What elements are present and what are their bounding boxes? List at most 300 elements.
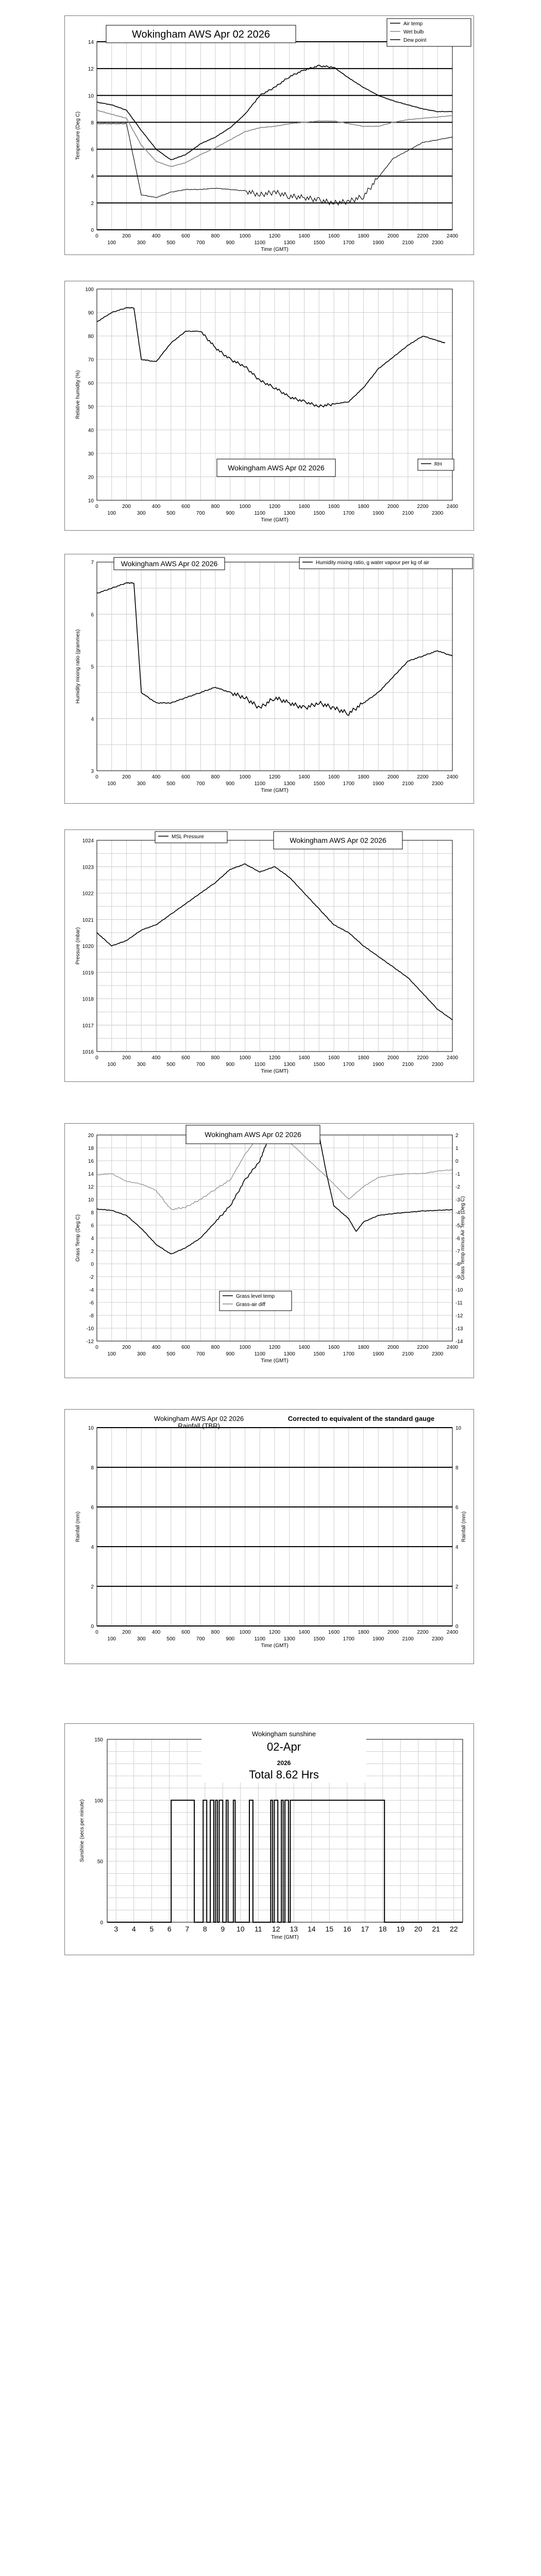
y-right-tick-label: -10 [455, 1287, 463, 1293]
x-tick-label: 1600 [328, 1055, 340, 1061]
x-tick-label: 300 [137, 1351, 146, 1357]
x-tick-label: 1000 [239, 1630, 251, 1635]
x-tick-label: 15 [325, 1925, 334, 1933]
x-tick-label: 2300 [432, 511, 444, 516]
x-tick-label: 1200 [268, 774, 281, 780]
x-tick-label: 2200 [417, 504, 429, 510]
chart-subtitle: Rainfall (TBR) [178, 1422, 220, 1430]
y-tick-label: 0 [100, 1920, 103, 1926]
y-axis-label: Temperature (Deg C) [75, 111, 81, 160]
x-tick-label: 100 [107, 1351, 116, 1357]
y-tick-label: 2 [91, 200, 94, 207]
y-right-tick-label: 4 [455, 1545, 459, 1550]
y-tick-label: 20 [88, 1133, 94, 1139]
y-tick-label: 6 [91, 1505, 94, 1511]
x-tick-label: 1100 [254, 781, 266, 787]
y-tick-label: 0 [91, 228, 94, 233]
y-tick-label: 4 [91, 1236, 94, 1242]
sunshine-chart-svg [65, 1724, 474, 1955]
x-tick-label: 0 [95, 1055, 98, 1061]
x-tick-label: 1000 [239, 504, 251, 510]
x-tick-label: 500 [166, 1351, 176, 1357]
y-tick-label: 16 [88, 1159, 94, 1164]
y-axis-label: Relative humidity (%) [75, 370, 81, 419]
x-tick-label: 17 [361, 1925, 369, 1933]
x-tick-label: 19 [396, 1925, 405, 1933]
x-tick-label: 1300 [283, 1636, 295, 1642]
x-axis-label: Time (GMT) [261, 247, 289, 252]
y-tick-label: 1019 [82, 970, 94, 976]
x-tick-label: 2000 [387, 233, 399, 239]
x-tick-label: 0 [95, 233, 98, 239]
grass-temp-chart [64, 1123, 474, 1378]
legend [387, 19, 471, 46]
y-tick-label: 8 [91, 1465, 94, 1471]
y-tick-label: 8 [91, 120, 94, 126]
y-tick-label: 90 [88, 310, 94, 316]
x-tick-label: 300 [137, 511, 146, 516]
x-tick-label: 800 [211, 1345, 220, 1350]
x-axis-label: Time (GMT) [261, 517, 289, 523]
x-tick-label: 1300 [283, 511, 295, 516]
x-tick-label: 2000 [387, 504, 399, 510]
x-tick-label: 2300 [432, 781, 444, 787]
y-right-tick-label: -14 [455, 1339, 463, 1345]
x-tick-label: 9 [221, 1925, 225, 1933]
y-tick-label: 12 [88, 66, 94, 73]
y-right-tick-label: -13 [455, 1326, 463, 1332]
y-tick-label: 1023 [82, 865, 94, 871]
x-tick-label: 1700 [343, 1351, 354, 1357]
y-tick-label: 1016 [82, 1049, 94, 1055]
x-tick-label: 1300 [283, 1062, 295, 1067]
x-tick-label: 1100 [254, 511, 266, 516]
x-tick-label: 1800 [358, 1055, 369, 1061]
x-tick-label: 1300 [283, 240, 295, 246]
y-tick-label: 100 [85, 287, 94, 293]
x-tick-label: 2400 [446, 233, 459, 239]
x-tick-label: 1400 [298, 1055, 310, 1061]
x-tick-label: 2300 [432, 1062, 444, 1067]
x-tick-label: 4 [131, 1925, 136, 1933]
y-tick-label: 150 [94, 1737, 103, 1743]
chart-subtitle: 02-Apr [266, 1740, 301, 1753]
x-axis-label: Time (GMT) [261, 1358, 289, 1364]
x-tick-label: 1800 [358, 774, 369, 780]
y-tick-label: 70 [88, 357, 94, 363]
x-tick-label: 2200 [417, 1055, 429, 1061]
y-right-axis-label: Grass Temp minus Air Temp (Deg C) [460, 1196, 466, 1280]
chart-title: Wokingham AWS Apr 02 2026 [132, 29, 270, 41]
y-right-tick-label: 0 [455, 1159, 459, 1164]
x-tick-label: 2000 [387, 774, 399, 780]
y-tick-label: 1018 [82, 996, 94, 1003]
x-tick-label: 1400 [298, 1345, 310, 1350]
x-tick-label: 1500 [313, 240, 325, 246]
x-tick-label: 600 [181, 1630, 190, 1635]
x-tick-label: 900 [226, 511, 235, 516]
legend-label: Wet bulb [403, 29, 424, 35]
y-tick-label: 12 [88, 1184, 94, 1190]
x-tick-label: 1200 [268, 504, 281, 510]
x-tick-label: 2100 [402, 240, 414, 246]
x-tick-label: 1800 [358, 1345, 369, 1350]
humidity-chart-svg [65, 281, 474, 530]
x-tick-label: 1600 [328, 1630, 340, 1635]
chart-annotation: Corrected to equivalent of the standard gauge [288, 1415, 435, 1422]
y-axis-label: Sunshine (secs per minute) [79, 1799, 85, 1862]
x-tick-label: 100 [107, 511, 116, 516]
chart-title: Wokingham AWS Apr 02 2026 [290, 836, 386, 845]
x-tick-label: 1300 [283, 781, 295, 787]
x-tick-label: 16 [343, 1925, 351, 1933]
y-right-tick-label: 2 [455, 1133, 459, 1139]
y-tick-label: 4 [91, 716, 94, 722]
y-tick-label: 6 [91, 1223, 94, 1229]
x-tick-label: 13 [290, 1925, 298, 1933]
y-right-axis-label: Rainfall (mm) [461, 1511, 467, 1543]
y-tick-label: 6 [91, 147, 94, 153]
y-tick-label: 50 [97, 1859, 103, 1865]
y-right-tick-label: 6 [455, 1505, 459, 1511]
y-tick-label: 1022 [82, 891, 94, 897]
y-tick-label: 18 [88, 1146, 94, 1151]
rainfall-chart [64, 1409, 474, 1664]
chart-title: Wokingham AWS Apr 02 2026 [121, 560, 218, 568]
y-right-tick-label: -6 [455, 1236, 460, 1242]
y-tick-label: 14 [88, 1172, 94, 1177]
y-tick-label: 30 [88, 451, 94, 457]
x-tick-label: 800 [211, 1055, 220, 1061]
x-tick-label: 600 [181, 233, 190, 239]
temperature-chart-svg [65, 16, 474, 255]
y-tick-label: 50 [88, 404, 94, 410]
x-tick-label: 500 [166, 1636, 176, 1642]
mixing-ratio-chart [64, 554, 474, 804]
x-tick-label: 200 [122, 1345, 131, 1350]
mixing-ratio-chart-svg [65, 554, 474, 803]
x-axis-label: Time (GMT) [261, 1643, 289, 1649]
y-tick-label: 3 [91, 769, 94, 774]
x-tick-label: 200 [122, 233, 131, 239]
x-tick-label: 22 [449, 1925, 458, 1933]
x-tick-label: 1500 [313, 1351, 325, 1357]
x-tick-label: 1200 [268, 1345, 281, 1350]
x-tick-label: 400 [151, 504, 161, 510]
x-tick-label: 1400 [298, 233, 310, 239]
x-axis-label: Time (GMT) [271, 1935, 299, 1940]
x-tick-label: 1100 [254, 240, 266, 246]
x-tick-label: 400 [151, 1630, 161, 1635]
x-tick-label: 600 [181, 1055, 190, 1061]
y-tick-label: 10 [88, 1426, 94, 1431]
y-tick-label: -4 [89, 1287, 94, 1293]
x-tick-label: 700 [196, 1351, 205, 1357]
x-tick-label: 1900 [373, 240, 384, 246]
x-tick-label: 400 [151, 1055, 161, 1061]
x-tick-label: 1600 [328, 504, 340, 510]
x-tick-label: 2000 [387, 1630, 399, 1635]
x-tick-label: 900 [226, 1062, 235, 1067]
y-right-tick-label: 8 [455, 1465, 459, 1471]
x-tick-label: 1900 [373, 511, 384, 516]
x-tick-label: 2200 [417, 1345, 429, 1350]
x-tick-label: 1400 [298, 774, 310, 780]
x-tick-label: 2200 [417, 1630, 429, 1635]
x-tick-label: 300 [137, 781, 146, 787]
legend-label: Humidity mixing ratio, g water vapour per kg of air [316, 560, 430, 566]
y-tick-label: 60 [88, 381, 94, 387]
y-tick-label: -12 [86, 1339, 94, 1345]
x-tick-label: 900 [226, 1636, 235, 1642]
x-tick-label: 2000 [387, 1345, 399, 1350]
y-tick-label: 5 [91, 664, 94, 670]
y-tick-label: 14 [88, 40, 94, 45]
x-tick-label: 2400 [446, 1345, 459, 1350]
chart-total: Total 8.62 Hrs [249, 1768, 319, 1781]
y-tick-label: 10 [88, 498, 94, 504]
x-tick-label: 2100 [402, 1636, 414, 1642]
chart-title: Wokingham AWS Apr 02 2026 [154, 1415, 244, 1422]
x-tick-label: 400 [151, 233, 161, 239]
x-tick-label: 700 [196, 511, 205, 516]
y-tick-label: 1020 [82, 944, 94, 950]
y-right-tick-label: -1 [455, 1172, 460, 1177]
y-tick-label: 4 [91, 174, 94, 180]
legend-label: RH [434, 462, 442, 467]
x-tick-label: 1200 [268, 1630, 281, 1635]
humidity-chart [64, 281, 474, 531]
x-tick-label: 1400 [298, 504, 310, 510]
y-axis-label: Grass Temp (Deg C) [75, 1214, 81, 1262]
legend-label: Air temp [403, 21, 423, 27]
x-tick-label: 900 [226, 240, 235, 246]
x-tick-label: 0 [95, 1630, 98, 1635]
y-tick-label: -6 [89, 1300, 94, 1306]
chart-title: Wokingham AWS Apr 02 2026 [228, 464, 325, 472]
x-tick-label: 700 [196, 1062, 205, 1067]
x-tick-label: 21 [432, 1925, 441, 1933]
y-right-tick-label: 10 [455, 1426, 462, 1431]
y-tick-label: 10 [88, 1197, 94, 1203]
y-tick-label: 8 [91, 1210, 94, 1216]
x-tick-label: 400 [151, 1345, 161, 1350]
grass-temp-chart-svg [65, 1124, 474, 1378]
x-tick-label: 2100 [402, 511, 414, 516]
x-tick-label: 900 [226, 1351, 235, 1357]
x-tick-label: 500 [166, 511, 176, 516]
y-tick-label: -8 [89, 1313, 94, 1319]
legend-label: MSL Pressure [172, 834, 204, 840]
x-tick-label: 100 [107, 1636, 116, 1642]
y-right-tick-label: -3 [455, 1197, 460, 1203]
y-right-tick-label: 0 [455, 1624, 459, 1630]
y-tick-label: 0 [91, 1624, 94, 1630]
x-tick-label: 1900 [373, 1636, 384, 1642]
y-right-tick-label: -11 [455, 1300, 463, 1306]
y-tick-label: -2 [89, 1275, 94, 1280]
y-tick-label: 100 [94, 1798, 103, 1804]
x-tick-label: 8 [202, 1925, 207, 1933]
x-tick-label: 2100 [402, 1351, 414, 1357]
y-right-tick-label: -5 [455, 1223, 460, 1229]
x-tick-label: 1800 [358, 504, 369, 510]
x-tick-label: 14 [307, 1925, 316, 1933]
x-axis-label: Time (GMT) [261, 1069, 289, 1074]
legend-label: Grass level temp [236, 1294, 275, 1299]
x-tick-label: 1900 [373, 1351, 384, 1357]
y-right-tick-label: -2 [455, 1184, 460, 1190]
x-tick-label: 3 [114, 1925, 119, 1933]
y-right-tick-label: -8 [455, 1262, 460, 1267]
x-tick-label: 0 [95, 1345, 98, 1350]
x-tick-label: 1700 [343, 511, 354, 516]
x-tick-label: 800 [211, 233, 220, 239]
x-tick-label: 1200 [268, 233, 281, 239]
x-tick-label: 1600 [328, 233, 340, 239]
legend-label: Dew point [403, 38, 427, 43]
x-tick-label: 2300 [432, 1636, 444, 1642]
y-tick-label: 40 [88, 428, 94, 434]
x-tick-label: 1000 [239, 1055, 251, 1061]
y-tick-label: -10 [86, 1326, 94, 1332]
x-tick-label: 2100 [402, 1062, 414, 1067]
x-tick-label: 800 [211, 504, 220, 510]
x-tick-label: 1100 [254, 1351, 266, 1357]
x-tick-label: 2400 [446, 774, 459, 780]
y-right-tick-label: -9 [455, 1275, 460, 1280]
x-tick-label: 500 [166, 1062, 176, 1067]
x-tick-label: 1900 [373, 781, 384, 787]
x-tick-label: 100 [107, 240, 116, 246]
x-tick-label: 1500 [313, 781, 325, 787]
x-tick-label: 1000 [239, 233, 251, 239]
x-tick-label: 1600 [328, 1345, 340, 1350]
x-tick-label: 400 [151, 774, 161, 780]
y-tick-label: 1017 [82, 1023, 94, 1029]
x-tick-label: 1700 [343, 1636, 354, 1642]
y-tick-label: 4 [91, 1545, 94, 1550]
x-tick-label: 200 [122, 774, 131, 780]
x-tick-label: 1100 [254, 1636, 266, 1642]
y-right-tick-label: -4 [455, 1210, 460, 1216]
rainfall-chart-svg [65, 1410, 474, 1664]
x-tick-label: 20 [414, 1925, 422, 1933]
y-right-tick-label: 1 [455, 1146, 459, 1151]
x-tick-label: 200 [122, 504, 131, 510]
x-tick-label: 500 [166, 781, 176, 787]
y-right-tick-label: -12 [455, 1313, 463, 1319]
x-tick-label: 0 [95, 774, 98, 780]
x-tick-label: 100 [107, 781, 116, 787]
chart-title: Wokingham sunshine [251, 1730, 316, 1738]
x-tick-label: 1500 [313, 1636, 325, 1642]
x-tick-label: 2400 [446, 1055, 459, 1061]
y-tick-label: 80 [88, 334, 94, 340]
x-tick-label: 2000 [387, 1055, 399, 1061]
x-tick-label: 2200 [417, 233, 429, 239]
x-tick-label: 1000 [239, 774, 251, 780]
x-tick-label: 2100 [402, 781, 414, 787]
y-tick-label: 7 [91, 560, 94, 566]
x-tick-label: 300 [137, 240, 146, 246]
y-axis-label: Rainfall (mm) [75, 1511, 81, 1543]
x-tick-label: 600 [181, 504, 190, 510]
x-tick-label: 1900 [373, 1062, 384, 1067]
x-tick-label: 600 [181, 1345, 190, 1350]
x-tick-label: 1200 [268, 1055, 281, 1061]
y-axis-label: Humidity mixing ratio (grammes) [75, 629, 81, 704]
x-tick-label: 200 [122, 1055, 131, 1061]
temperature-chart [64, 15, 474, 255]
x-tick-label: 5 [149, 1925, 154, 1933]
series-line-rh [97, 308, 445, 407]
x-tick-label: 800 [211, 1630, 220, 1635]
chart-year: 2026 [277, 1759, 291, 1767]
x-tick-label: 1300 [283, 1351, 295, 1357]
x-tick-label: 1800 [358, 233, 369, 239]
pressure-chart [64, 829, 474, 1082]
x-tick-label: 900 [226, 781, 235, 787]
y-axis-label: Pressure (mbar) [75, 927, 81, 965]
x-tick-label: 2300 [432, 1351, 444, 1357]
x-tick-label: 600 [181, 774, 190, 780]
x-tick-label: 700 [196, 781, 205, 787]
x-tick-label: 1700 [343, 1062, 354, 1067]
sunshine-chart [64, 1723, 474, 1955]
y-right-tick-label: -7 [455, 1249, 460, 1255]
y-tick-label: 1024 [82, 838, 94, 844]
x-tick-label: 300 [137, 1636, 146, 1642]
x-tick-label: 2400 [446, 504, 459, 510]
x-tick-label: 200 [122, 1630, 131, 1635]
y-right-tick-label: 2 [455, 1584, 459, 1590]
x-tick-label: 7 [185, 1925, 190, 1933]
y-tick-label: 1021 [82, 917, 94, 923]
x-tick-label: 1600 [328, 774, 340, 780]
x-tick-label: 1700 [343, 240, 354, 246]
x-tick-label: 6 [167, 1925, 172, 1933]
x-tick-label: 700 [196, 1636, 205, 1642]
x-tick-label: 2300 [432, 240, 444, 246]
x-tick-label: 700 [196, 240, 205, 246]
y-tick-label: 2 [91, 1584, 94, 1590]
y-tick-label: 6 [91, 612, 94, 618]
x-axis-label: Time (GMT) [261, 788, 289, 793]
x-tick-label: 11 [254, 1925, 262, 1933]
x-tick-label: 1500 [313, 511, 325, 516]
x-tick-label: 800 [211, 774, 220, 780]
x-tick-label: 2200 [417, 774, 429, 780]
x-tick-label: 1700 [343, 781, 354, 787]
chart-title: Wokingham AWS Apr 02 2026 [205, 1130, 301, 1139]
x-tick-label: 1100 [254, 1062, 266, 1067]
y-tick-label: 0 [91, 1262, 94, 1267]
x-tick-label: 1400 [298, 1630, 310, 1635]
y-tick-label: 20 [88, 474, 94, 481]
y-tick-label: 2 [91, 1249, 94, 1255]
x-tick-label: 1000 [239, 1345, 251, 1350]
x-tick-label: 300 [137, 1062, 146, 1067]
x-tick-label: 2400 [446, 1630, 459, 1635]
x-tick-label: 10 [236, 1925, 245, 1933]
y-tick-label: 10 [88, 93, 94, 99]
x-tick-label: 1500 [313, 1062, 325, 1067]
pressure-chart-svg [65, 830, 474, 1081]
legend-label: Grass-air diff [236, 1302, 266, 1308]
x-tick-label: 0 [95, 504, 98, 510]
x-tick-label: 1800 [358, 1630, 369, 1635]
